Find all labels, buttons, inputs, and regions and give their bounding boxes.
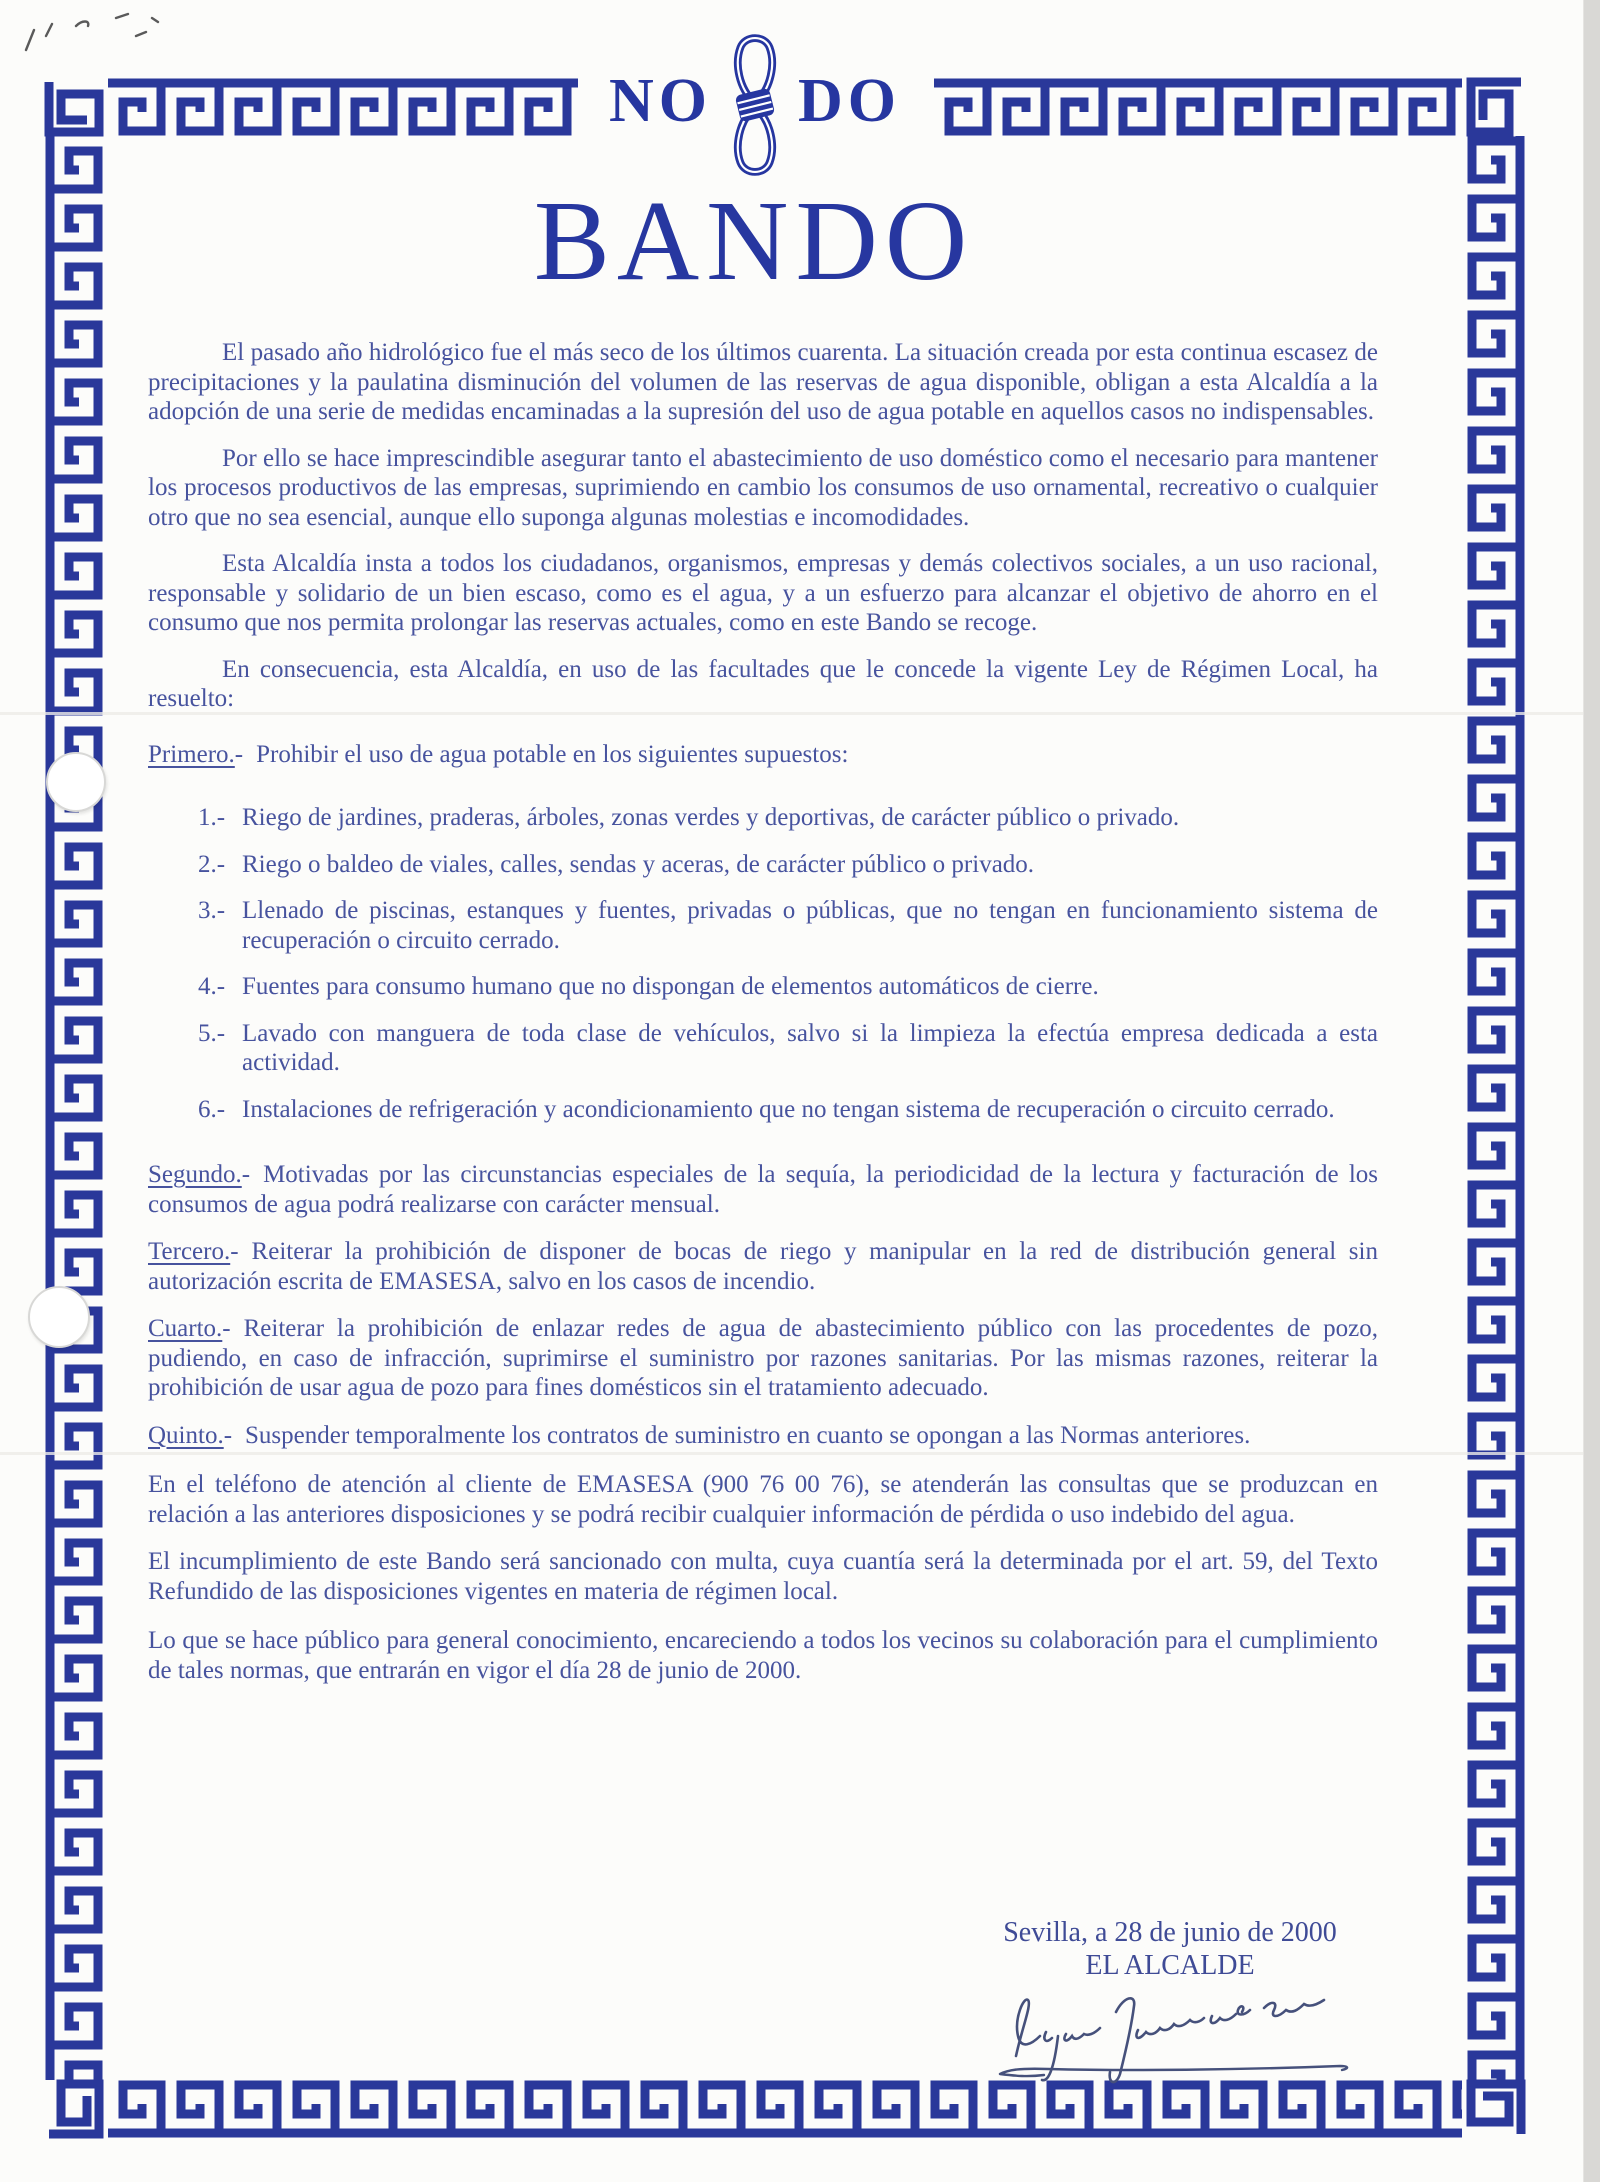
item-text: Fuentes para consumo humano que no dispongan de elementos automáticos de cierre. [242,973,1099,1000]
section-dash: - [223,1421,233,1449]
punch-hole [46,752,106,812]
resolution-segundo [148,1160,1378,1219]
paragraph-intro-4: En consecuencia, esta Alcaldía, en uso de las facultades que le concede la vigente Ley de Régimen Local, ha resuelto: [148,655,1378,712]
section-dash: - [222,1315,231,1342]
section-text: Reiterar la prohibición de enlazar redes de agua de abastecimiento público con las procedentes de pozo, pudiendo, en caso de infracción, suprimirse el suministro por razones sanitarias. Por las mismas razones, reiterar la prohibición de usar agua de pozo para fines domésticos sin el tratamiento adecuado. [148,1315,1378,1401]
crease-line [0,712,1590,715]
paragraph-intro-2: Por ello se hace imprescindible asegurar tanto el abastecimiento de uso doméstico como el necesario para mantener los procesos productivos de las empresas, suprimiendo en cambio los consumos de uso ornamental, recreativo o cualquier otro que no sea esencial, aunque ello suponga algunas molestias e incomodidades. [148,444,1378,531]
item-text: Riego o baldeo de viales, calles, sendas y aceras, de carácter público o privado. [242,850,1035,878]
paragraph-intro-3: Esta Alcaldía insta a todos los ciudadanos, organismos, empresas y demás colectivos sociales, a un uso racional, responsable y solidario de un bien escaso, como es el agua, y a un esfuerzo para alcanzar el objetivo de ahorro en el consumo que nos permita prolongar las reservas actuales, como en este Bando se recoge. [148,550,1378,636]
list-item-6 [198,1095,1378,1125]
prohibition-list [198,803,1378,1124]
resolution-quinto [148,1421,1378,1451]
section-label: Cuarto. [148,1315,223,1342]
item-number: 1.- [198,804,226,831]
section-label: Quinto. [148,1421,224,1449]
punch-hole [28,1286,90,1348]
document-body [148,338,1378,1702]
section-text: Reiterar la prohibición de disponer de bocas de riego y manipular en la red de distribución general sin autorización escrita de EMASESA, salvo en los casos de incendio. [148,1238,1378,1295]
item-number: 3.- [198,897,226,924]
section-label: Primero. [148,740,235,768]
item-number: 2.- [198,850,226,878]
crease-line [0,1452,1590,1455]
item-text: Instalaciones de refrigeración y acondicionamiento que no tengan sistema de recuperación o circuito cerrado. [242,1095,1335,1123]
item-text: Llenado de piscinas, estanques y fuentes, privadas o públicas, que no tengan en funcionamiento sistema de recuperación o circuito cerrado. [242,897,1378,954]
list-item-1 [198,803,1378,833]
list-item-3 [198,896,1378,955]
signature-place-date: Sevilla, a 28 de junio de 2000 [1003,1917,1337,1948]
emblem-text-do: DO [798,67,901,135]
handwritten-signature-icon [988,1978,1368,2093]
item-number: 6.- [198,1095,226,1123]
resolution-tercero [148,1237,1378,1296]
penalty-paragraph: El incumplimiento de este Bando será sancionado con multa, cuya cuantía será la determinada por el art. 59, del Texto Refundido de las disposiciones vigentes en materia de régimen local. [148,1548,1378,1605]
nodo-emblem [575,34,935,180]
emblem-text-no: NO [609,67,712,135]
list-item-4 [198,972,1378,1002]
signature-block [990,1916,1350,1982]
paragraph-intro-1: El pasado año hidrológico fue el más seco de los últimos cuarenta. La situación creada por esta continua escasez de precipitaciones y la paulatina disminución del volumen de las reservas de agua disponible, obligan a esta Alcaldía a la adopción de una serie de medidas encaminadas a la supresión del uso de agua potable en aquellos casos no indispensables. [148,339,1378,425]
item-number: 4.- [198,973,226,1000]
item-text: Lavado con manguera de toda clase de vehículos, salvo si la limpieza la efectúa empresa dedicada a esta actividad. [242,1019,1378,1076]
signature-role: EL ALCALDE [1085,1950,1255,1981]
list-item-2 [198,850,1378,880]
section-label: Segundo. [148,1161,242,1188]
closing-paragraph: Lo que se hace público para general conocimiento, encareciendo a todos los vecinos su colaboración para el cumplimiento de tales normas, que entrarán en vigor el día 28 de junio de 2000. [148,1627,1378,1684]
list-item-5 [198,1019,1378,1078]
section-label: Tercero. [148,1238,231,1265]
item-number: 5.- [198,1019,226,1047]
section-dash: - [230,1238,239,1265]
scan-edge [1583,0,1600,2182]
resolution-cuarto [148,1314,1378,1403]
section-dash: - [241,1161,251,1188]
section-text: Prohibir el uso de agua potable en los siguientes supuestos: [256,740,849,768]
document-title: BANDO [533,177,975,304]
phone-paragraph: En el teléfono de atención al cliente de EMASESA (900 76 00 76), se atenderán las consultas que se produzcan en relación a las anteriores disposiciones y se podrá recibir cualquier información de pérdida o uso indebido del agua. [148,1471,1378,1528]
section-dash: - [234,740,244,768]
madeja-skein-icon [732,32,778,183]
item-text: Riego de jardines, praderas, árboles, zonas verdes y deportivas, de carácter público o privado. [242,804,1180,831]
section-text: Motivadas por las circunstancias especiales de la sequía, la periodicidad de la lectura y facturación de los consumos de agua podrá realizarse con carácter mensual. [148,1161,1378,1218]
section-text: Suspender temporalmente los contratos de suministro en cuanto se opongan a las Normas anteriores. [245,1421,1251,1449]
pen-marks [12,6,172,66]
resolution-primero [148,740,1378,770]
